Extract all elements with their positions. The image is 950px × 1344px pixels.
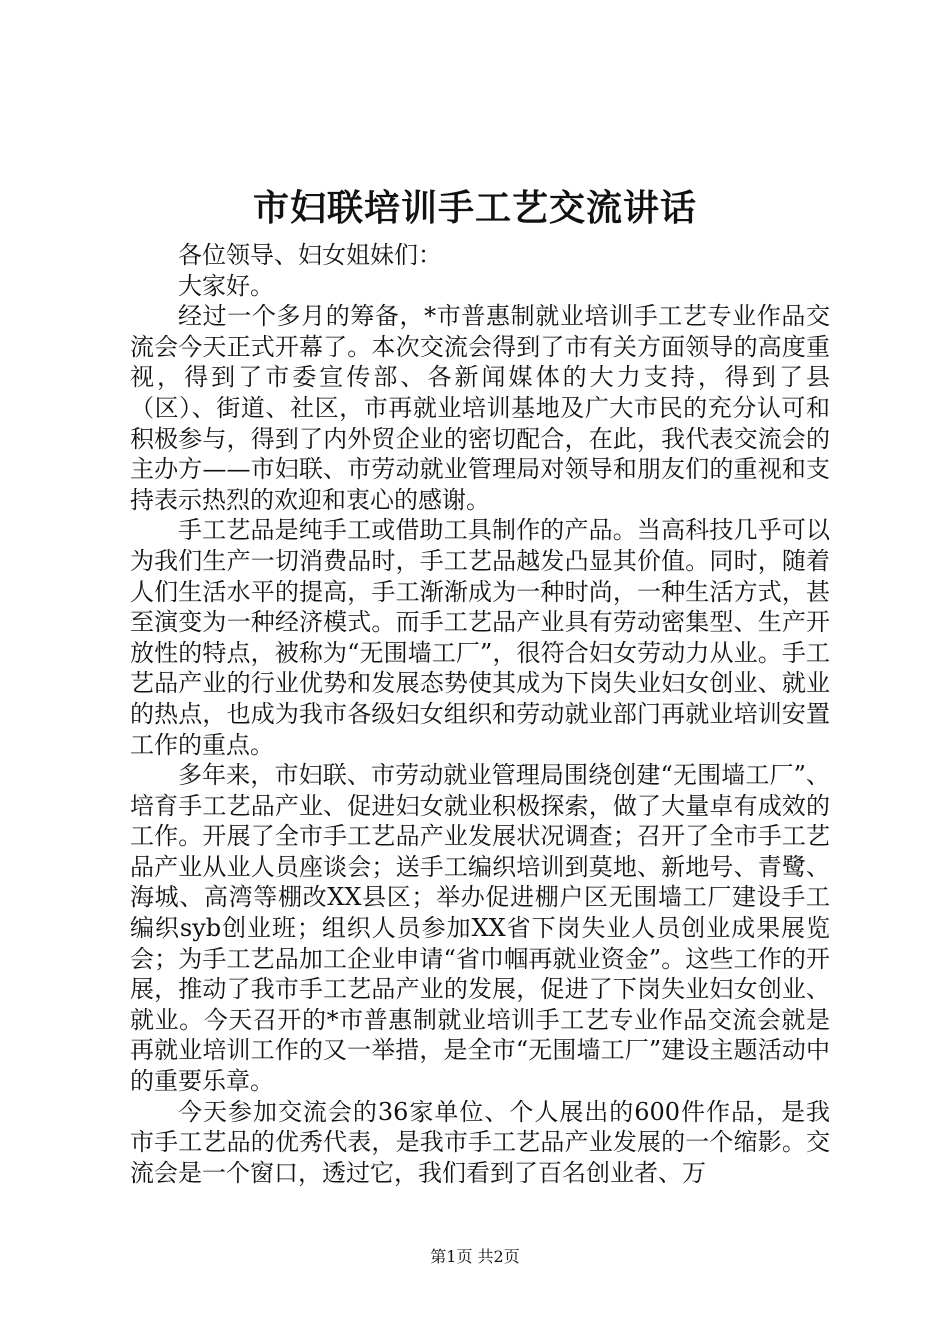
salutation-paragraph: 各位领导、妇女姐妹们：: [178, 241, 442, 269]
body-paragraph: 手工艺品是纯手工或借助工具制作的产品。当高科技几乎可以为我们生产一切消费品时，手工艺品越发凸显其价值。同时，随着人们生活水平的提高，手工渐渐成为一种时尚，一种生活方式，甚至演变为一种经济模式。而手工艺品产业具有劳动密集型、生产开放性的特点，被称为“无围墙工厂”，很符合妇女劳动力从业。手工艺品产业的行业优势和发展态势使其成为下岗失业妇女创业、就业的热点，也成为我市各级妇女组织和劳动就业部门再就业培训安置工作的重点。: [130, 516, 830, 759]
body-paragraph: 多年来，市妇联、市劳动就业管理局围绕创建“无围墙工厂”、培育手工艺品产业、促进妇女就业积极探索，做了大量卓有成效的工作。开展了全市手工艺品产业发展状况调查；召开了全市手工艺品产业从业人员座谈会；送手工编织培训到莫地、新地号、青鹭、海城、高湾等棚改XX县区；举办促进棚户区无围墙工厂建设手工编织syb创业班；组织人员参加XX省下岗失业人员创业成果展览会；为手工艺品加工企业申请“省巾帼再就业资金”。这些工作的开展，推动了我市手工艺品产业的发展，促进了下岗失业妇女创业、就业。今天召开的*市普惠制就业培训手工艺专业作品交流会就是再就业培训工作的又一举措，是全市“无围墙工厂”建设主题活动中的重要乐章。: [130, 761, 830, 1096]
greeting-paragraph: 大家好。: [178, 271, 274, 300]
body-paragraph: 今天参加交流会的36家单位、个人展出的600件作品，是我市手工艺品的优秀代表，是我市手工艺品产业发展的一个缩影。交流会是一个窗口，透过它，我们看到了百名创业者、万: [130, 1097, 830, 1187]
body-paragraph: 经过一个多月的筹备，*市普惠制就业培训手工艺专业作品交流会今天正式开幕了。本次交流会得到了市有关方面领导的高度重视，得到了市委宣传部、各新闻媒体的大力支持，得到了县（区）、街道、社区，市再就业培训基地及广大市民的充分认可和积极参与，得到了内外贸企业的密切配合，在此，我代表交流会的主办方——市妇联、市劳动就业管理局对领导和朋友们的重视和支持表示热烈的欢迎和衷心的感谢。: [130, 302, 830, 514]
page-footer: 第1页 共2页: [430, 1247, 520, 1266]
document-title: 市妇联培训手工艺交流讲话: [252, 187, 697, 229]
document-body: [130, 240, 830, 1188]
